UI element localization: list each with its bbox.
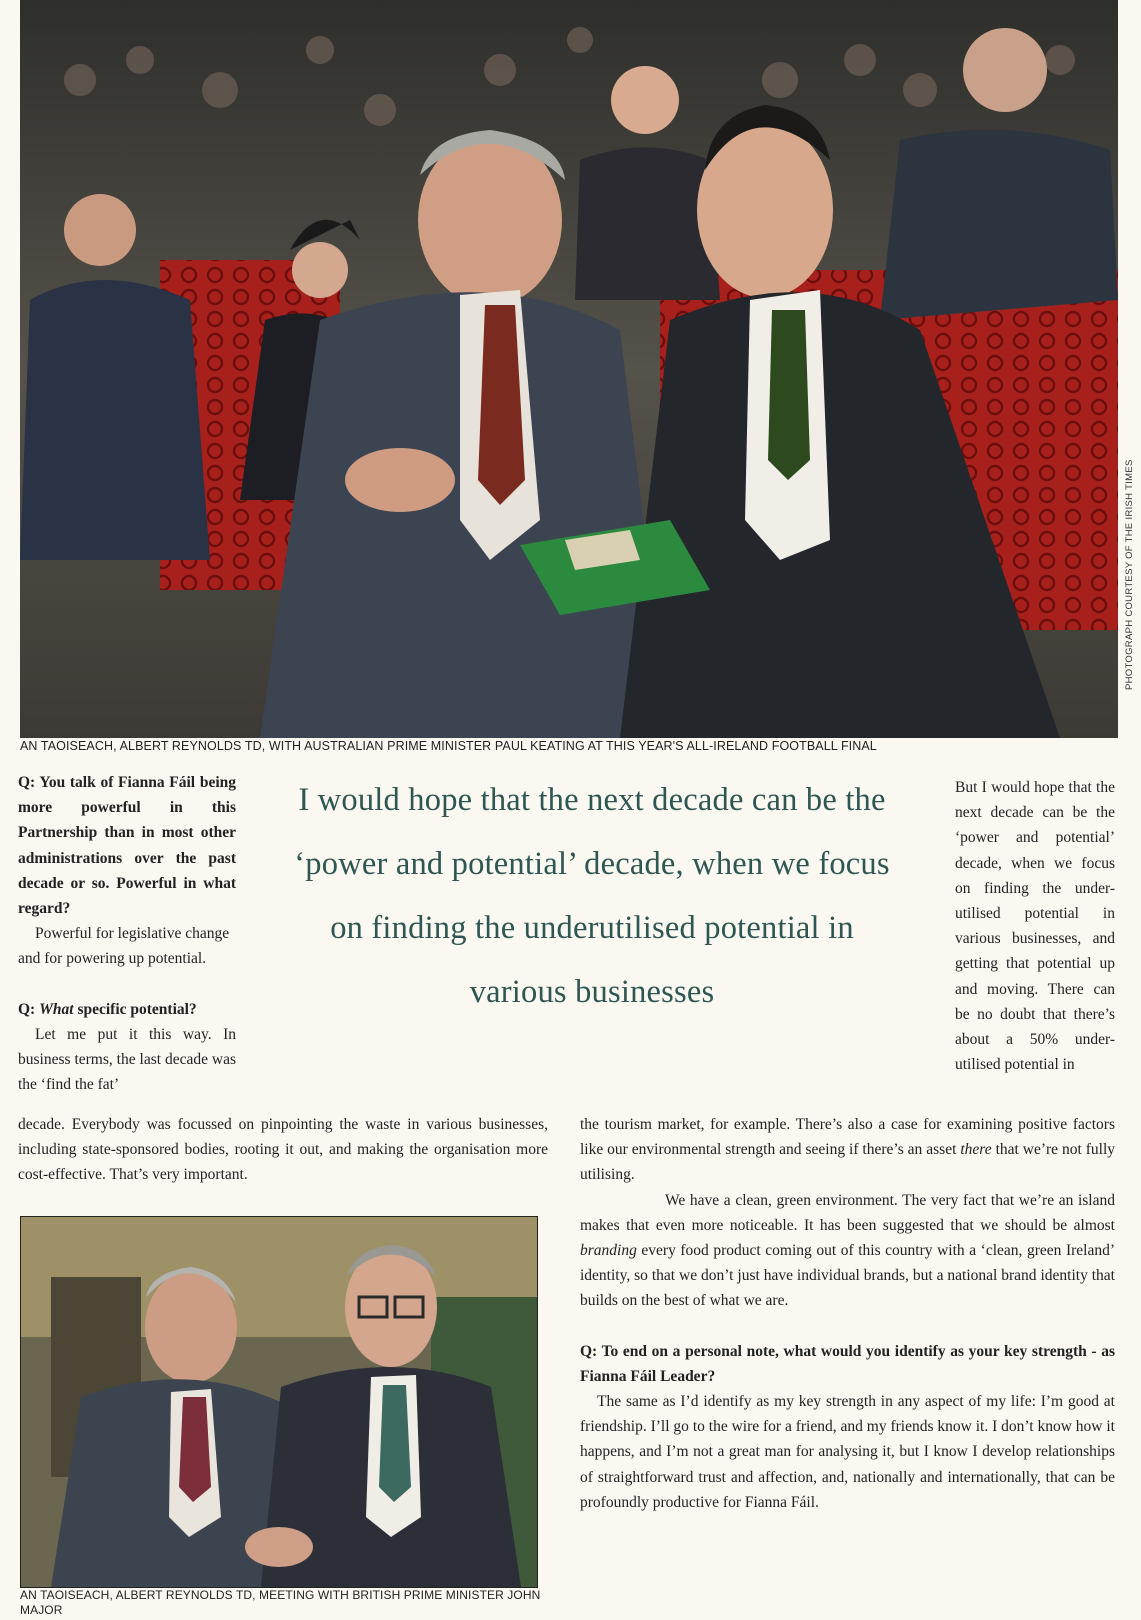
pull-quote: I would hope that the next decade can be the ‘power and potential’ decade, when we focus on finding the underutilised potential in various businesses (294, 782, 890, 1010)
photo-credit: PHOTOGRAPH COURTESY OF THE IRISH TIMES (1124, 459, 1135, 690)
question-2: Q: What specific potential? (18, 1000, 197, 1018)
answer-1: Powerful for legislative change and for powering up potential. (18, 925, 230, 968)
right-column: But I would hope that the next decade can be the ‘power and potential’ decade, when we focus on finding the under-utilised potential in various businesses, and getting that potential up and moving. There can be no doubt that there’s about a 50% under-utilised potential in (955, 779, 1115, 1074)
left-column (18, 770, 236, 1097)
answer-3: The same as I’d identify as my key strength in any aspect of my life: I’m good at friendship. I’ll go to the wire for a friend, and my friends know it. I don’t know how it happens, and I’m not a great man for analysing it, but I know I develop relationships of straightforward trust and affection, and, nationally and internationally, that can be profoundly productive for Fianna Fáil. (580, 1393, 1115, 1511)
body-continuation-right (580, 1112, 1115, 1515)
question-1: Q: You talk of Fianna Fáil being more powerful in this Partnership than in most other administrations over the past decade or so. Powerful in what regard? (18, 774, 236, 918)
top-photo-caption: AN TAOISEACH, ALBERT REYNOLDS TD, WITH AUSTRALIAN PRIME MINISTER PAUL KEATING AT THIS YEAR'S ALL-IRELAND FOOTBALL FINAL (20, 739, 877, 753)
bottom-photo-caption: AN TAOISEACH, ALBERT REYNOLDS TD, MEETING WITH BRITISH PRIME MINISTER JOHN MAJOR (20, 1588, 541, 1617)
paragraph-green: We have a clean, green environment. The very fact that we’re an island makes that even more noticeable. It has been suggested that we should be almost branding every food product coming out of this country with a ‘clean, green Ireland’ identity, so that we don’t just have individual brands, but a national brand identity that builds on the best of what we are. (580, 1191, 1115, 1310)
stadium-photo (20, 0, 1118, 738)
paragraph-tourism: the tourism market, for example. There’s also a case for examining positive factors like our environmental strength and seeing if there’s an asset there that we’re not fully utilising. (580, 1116, 1116, 1184)
body-continuation-left: decade. Everybody was focussed on pinpointing the waste in various businesses, including state-sponsored bodies, rooting it out, and making the organisation more cost-effective. That’s very important. (18, 1116, 548, 1184)
answer-2: Let me put it this way. In business terms, the last decade was the ‘find the fat’ (18, 1025, 236, 1094)
question-3: Q: To end on a personal note, what would you identify as your key strength - as Fianna Fáil Leader? (580, 1342, 1115, 1385)
meeting-photo (20, 1216, 538, 1588)
